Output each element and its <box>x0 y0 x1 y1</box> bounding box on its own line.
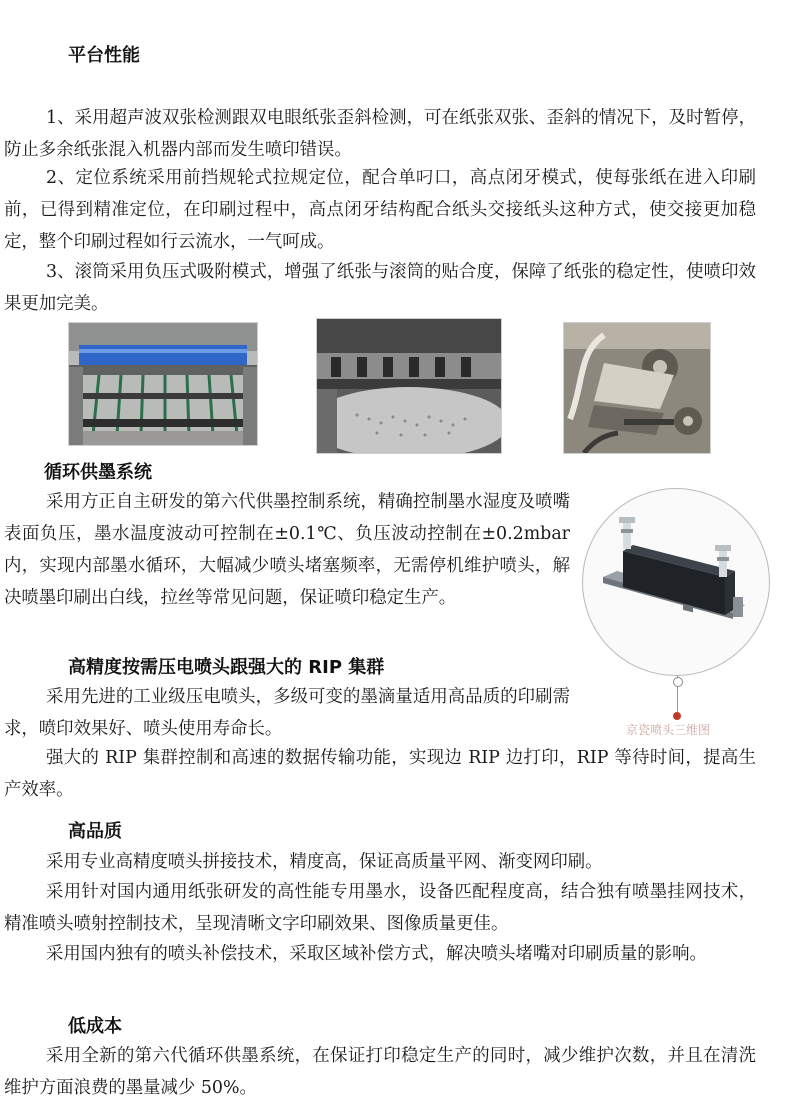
heading-platform-performance: 平台性能 <box>68 45 140 66</box>
paragraph-quality-3: 采用国内独有的喷头补偿技术，采取区域补偿方式，解决喷头堵嘴对印刷质量的影响。 <box>46 944 707 964</box>
paragraph-ink-1: 采用方正自主研发的第六代供墨控制系统，精确控制墨水湿度及喷嘴表面负压，墨水温度波动可控制在±0.1℃、负压波动控制在±0.2mbar内，实现内部墨水循环，大幅减少喷头堵塞频率，无需停机维护喷头，解决喷墨印刷出白线，拉丝等常见问题，保证喷印稳定生产。 <box>4 492 570 608</box>
paragraph-cost-1: 采用全新的第六代循环供墨系统，在保证打印稳定生产的同时，减少维护次数，并且在清洗维护方面浪费的墨量减少 50%。 <box>4 1046 756 1098</box>
photo-register-mechanism <box>563 322 711 454</box>
paragraph-rip-1: 采用先进的工业级压电喷头，多级可变的墨滴量适用高品质的印刷需求，喷印效果好、喷头使用寿命长。 <box>4 687 570 739</box>
callout-anchor-dot <box>673 677 683 687</box>
photo-gripper-cylinder <box>316 318 502 454</box>
paragraph-platform-3: 3、滚筒采用负压式吸附模式，增强了纸张与滚筒的贴合度，保障了纸张的稳定性，使喷印效果更加完美。 <box>4 262 756 314</box>
callout-marker-dot <box>673 712 681 720</box>
heading-ink-circulation: 循环供墨系统 <box>44 462 152 483</box>
photo-feeder-rollers <box>68 322 258 446</box>
paragraph-rip-2: 强大的 RIP 集群控制和高速的数据传输功能，实现边 RIP 边打印，RIP 等待时间，提高生产效率。 <box>4 748 756 800</box>
paragraph-platform-1: 1、采用超声波双张检测跟双电眼纸张歪斜检测，可在纸张双张、歪斜的情况下，及时暂停，防止多余纸张混入机器内部而发生喷印错误。 <box>4 108 756 160</box>
figure-caption: 京瓷喷头三维图 <box>626 723 711 737</box>
paragraph-quality-2: 采用针对国内通用纸张研发的高性能专用墨水，设备匹配程度高，结合独有喷墨挂网技术，精准喷头喷射控制技术，呈现清晰文字印刷效果、图像质量更佳。 <box>4 882 756 934</box>
heading-piezo-rip: 高精度按需压电喷头跟强大的 RIP 集群 <box>68 657 385 678</box>
heading-high-quality: 高品质 <box>68 821 122 842</box>
printhead-3d-figure <box>582 488 770 676</box>
paragraph-platform-2: 2、定位系统采用前挡规轮式拉规定位，配合单叼口，高点闭牙模式，使每张纸在进入印刷前，已得到精准定位，在印刷过程中，高点闭牙结构配合纸头交接纸头这种方式，使交接更加稳定，整个印刷过程如行云流水，一气呵成。 <box>4 168 756 252</box>
paragraph-quality-1: 采用专业高精度喷头拼接技术，精度高，保证高质量平网、渐变网印刷。 <box>46 852 603 872</box>
heading-low-cost: 低成本 <box>68 1016 122 1037</box>
